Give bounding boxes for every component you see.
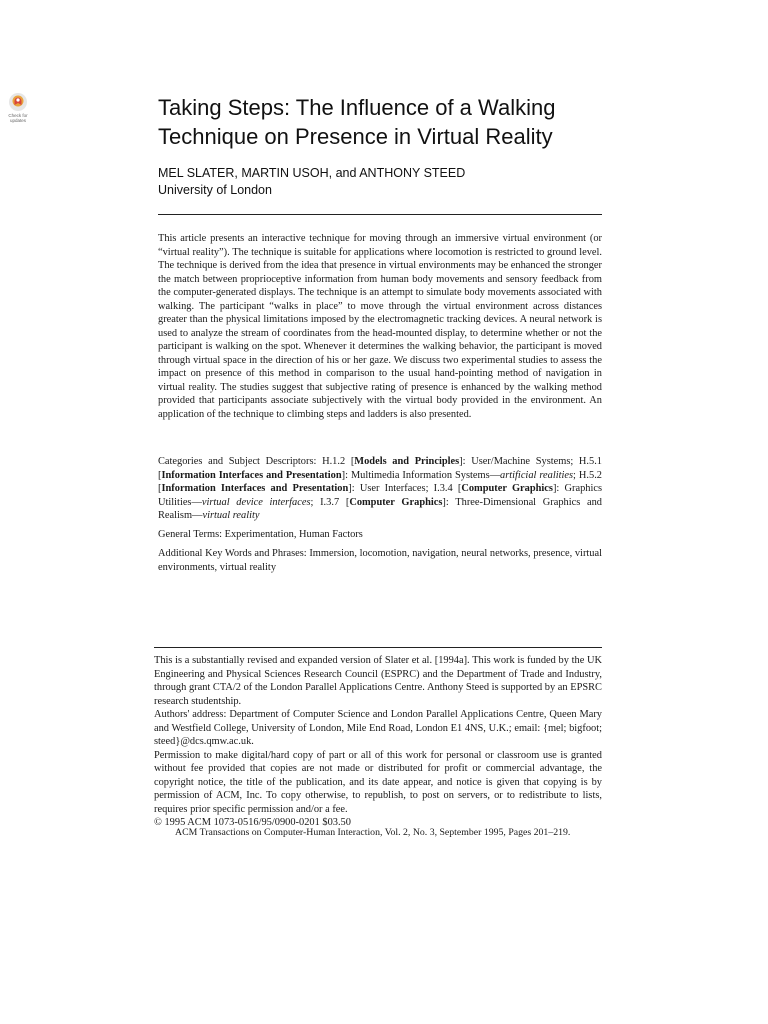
cat-5-rest: ]: Three-Dimensional Graphics and Realism—: [158, 496, 602, 521]
footnote-divider: [154, 647, 602, 648]
cat-1-bold: Models and Principles: [354, 456, 460, 467]
cat-2-rest: ]: Multimedia Information Systems—: [341, 469, 501, 481]
paper-title: Taking Steps: The Influence of a Walking Technique on Presence in Virtual Reality: [158, 95, 556, 149]
authors-address: Authors' address: Department of Computer Science and London Parallel Applications Centre, Queen Mary and Westfield College, University of London, Mile End Road, London E1 4NS, U.K.; email: {mel; bigfoot; steed}@dcs.qmw.ac.uk.: [154, 709, 602, 747]
general-terms: General Terms: Experimentation, Human Factors: [158, 529, 363, 540]
journal-citation: ACM Transactions on Computer-Human Interaction, Vol. 2, No. 3, September 1995, Pages 201–219.: [175, 827, 571, 838]
check-for-updates-badge[interactable]: [4, 92, 32, 126]
cat-5-italic: virtual reality: [202, 510, 260, 521]
cat-4-italic: virtual device interfaces: [201, 496, 311, 508]
cat-2-bold: Information Interfaces and Presentation: [161, 469, 342, 481]
badge-label: [8, 113, 27, 123]
crossmark-icon: [8, 92, 28, 112]
cat-5-bold: Computer Graphics: [349, 496, 443, 508]
abstract: This article presents an interactive technique for moving through an immersive virtual environment (or “virtual reality”). The technique is suitable for applications where locomotion is restricted to ground level. The technique is derived from the idea that presence in virtual environments may be enhanced the stronger the match between proprioceptive information from human body movements and sensory feedback from the computer-generated displays. The technique is an attempt to simulate body movements associated with walking. The participant “walks in place” to move through the virtual environment across distances greater than the physical limitations imposed by the electromagnetic tracking devices. A neural network is used to analyze the stream of coordinates from the head-mounted display, to determine whether or not the participant is walking on the spot. Whenever it determines the walking behavior, the participant is moved through virtual space in the direction of his or her gaze. We discuss two experimental studies to assess the impact on presence of this method in comparison to the usual hand-pointing method of navigation in virtual reality. The studies suggest that subjective rating of presence is enhanced by the walking method provided that participants associate subjectively with the virtual body provided in the environment. An application of the technique to climbing steps and ladders is also presented.: [158, 233, 602, 420]
categories-descriptors: [158, 455, 602, 523]
cat-4-rest: ]: Graphics Utilities—: [158, 483, 602, 508]
footnote: [154, 654, 602, 830]
badge-label-line1: Check for: [8, 113, 28, 118]
cat-3-rest: ]: User Interfaces; I.3.4 [: [348, 483, 462, 494]
cat-4-bold: Computer Graphics: [461, 483, 553, 494]
cat-5-pre: ; I.3.7 [: [310, 496, 350, 508]
paper-affiliation: University of London: [158, 183, 272, 197]
keywords: Additional Key Words and Phrases: Immersion, locomotion, navigation, neural networks, presence, virtual environments, virtual reality: [158, 548, 602, 573]
badge-label-line2: updates: [9, 118, 26, 123]
funding-note: This is a substantially revised and expanded version of Slater et al. [1994a]. This work is funded by the UK Engineering and Physical Sciences Research Council (ESPRC) and the Department of Trade and Industry, through grant CTA/2 of the London Parallel Applications Centre. Anthony Steed is supported by an EPSRC research studentship.: [154, 655, 602, 707]
title-divider: [158, 214, 602, 215]
copyright-line: © 1995 ACM 1073-0516/95/0900-0201 $03.50: [154, 817, 351, 828]
permission-note: Permission to make digital/hard copy of part or all of this work for personal or classroom use is granted without fee provided that copies are not made or distributed for profit or commercial advantage, the copyright notice, the title of the publication, and its date appear, and notice is given that copying is by permission of ACM, Inc. To copy otherwise, to republish, to post on servers, or to redistribute to lists, requires prior specific permission and/or a fee.: [154, 749, 602, 815]
cat-3-pre: ; H.5.2 [: [158, 469, 602, 494]
cat-prefix: Categories and Subject Descriptors: H.1.2 [: [158, 456, 355, 467]
paper-authors: MEL SLATER, MARTIN USOH, and ANTHONY STEED: [158, 166, 466, 180]
cat-2-italic: artificial realities: [500, 469, 574, 481]
cat-1-rest: ]: User/Machine Systems; H.5.1 [: [158, 456, 603, 481]
cat-3-bold: Information Interfaces and Presentation: [161, 483, 349, 494]
